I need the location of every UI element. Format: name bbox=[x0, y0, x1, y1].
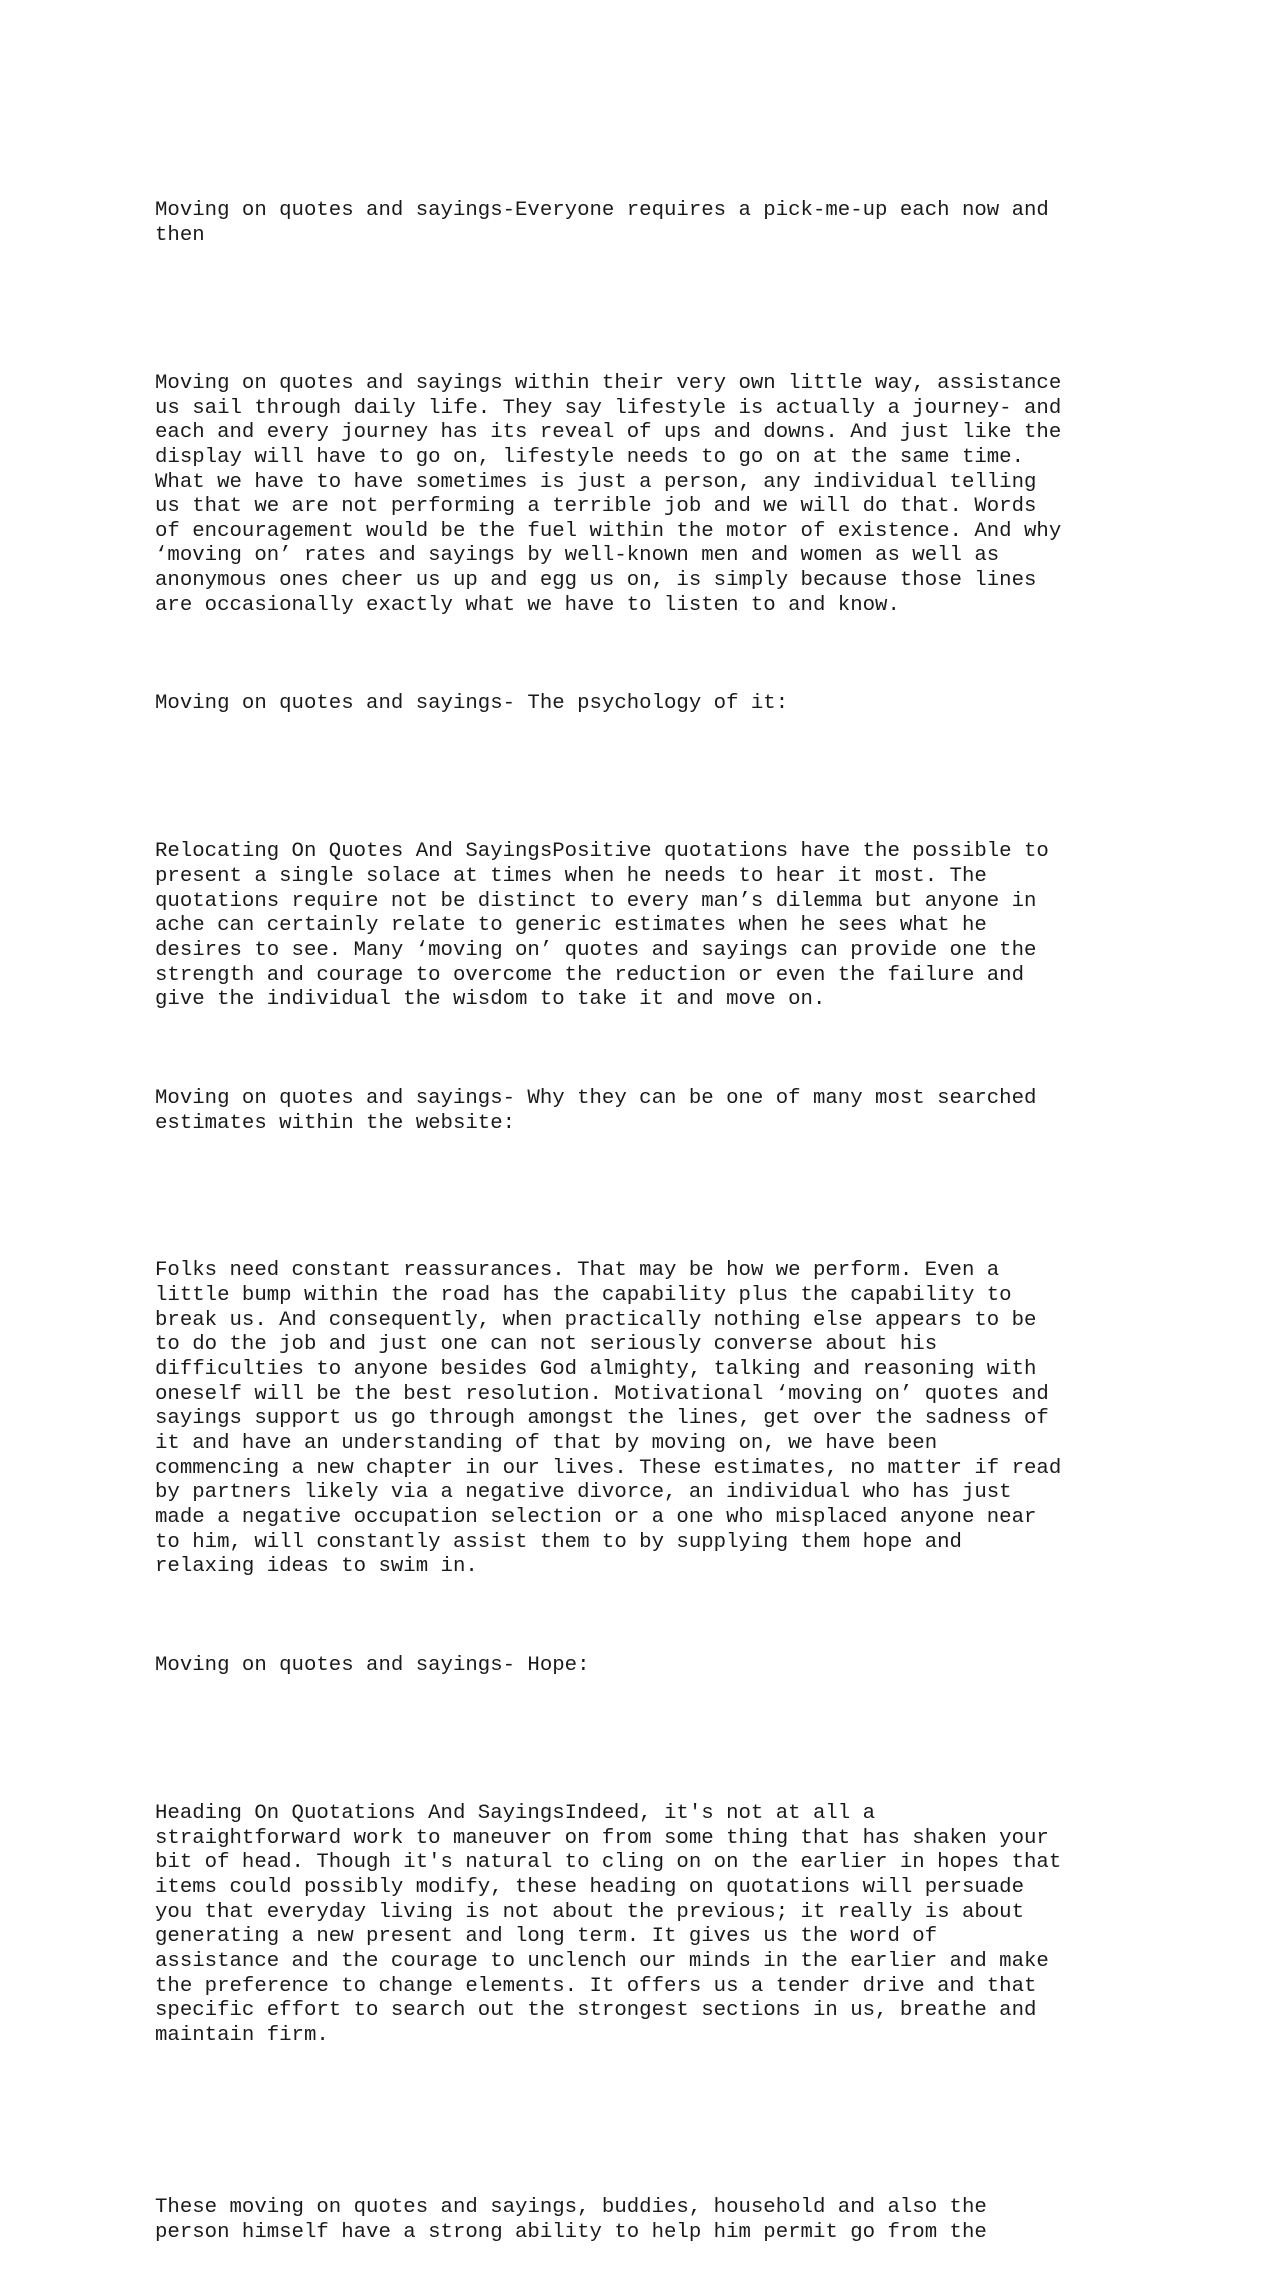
intro-paragraph: Moving on quotes and sayings within their very own little way, assistance us sail through daily life. They say lifestyle is actually a journey- and each and every journey has its reveal of ups and downs. And just like the display will have to go on, lifestyle needs to go on at the same time. What we have to have sometimes is just a person, any individual telling us that we are not performing a terrible job and we will do that. Words of encouragement would be the fuel within the motor of existence. And why ‘moving on’ rates and sayings by well-known men and women as well as anonymous ones cheer us up and egg us on, is simply because those lines are occasionally exactly what we have to listen to and know. bbox=[155, 371, 1062, 617]
closing-paragraph: These moving on quotes and sayings, buddies, household and also the person himself have a strong ability to help him permit go from the bbox=[155, 2196, 987, 2245]
section-body-most-searched: Folks need constant reassurances. That may be how we perform. Even a little bump within the road has the capability plus the capability to break us. And consequently, when practically nothing else appears to be to do the job and just one can not seriously converse about his difficulties to anyone besides God almighty, talking and reasoning with oneself will be the best resolution. Motivational ‘moving on’ quotes and sayings support us go through amongst the lines, get over the sadness of it and have an understanding of that by moving on, we have been commencing a new chapter in our lives. These estimates, no matter if read by partners likely via a negative divorce, an individual who has just made a negative occupation selection or a one who misplaced anyone near to him, will constantly assist them to by supplying them hope and relaxing ideas to swim in. bbox=[155, 1259, 1062, 1579]
section-heading-psychology: Moving on quotes and sayings- The psychology of it: bbox=[155, 692, 789, 716]
paragraph-spacer bbox=[155, 1728, 1155, 1753]
section-heading-most-searched: Moving on quotes and sayings- Why they can be one of many most searched estimates within the website: bbox=[155, 1086, 1037, 1135]
document-title: Moving on quotes and sayings-Everyone requires a pick-me-up each now and then bbox=[155, 199, 1049, 247]
section-body-hope: Heading On Quotations And SayingsIndeed, it's not at all a straightforward work to maneuver on from some thing that has shaken your bit of head. Though it's natural to cling on on the earlier in hopes that items could possibly modify, these heading on quotations will persuade you that everyday living is not about the previous; it really is about generating a new present and long term. It gives us the word of assistance and the courage to unclench our minds in the earlier and make the preference to change elements. It offers us a tender drive and that specific effort to search out the strongest sections in us, breathe and maintain firm. bbox=[155, 1801, 1062, 2047]
section-body-psychology: Relocating On Quotes And SayingsPositive quotations have the possible to present a single solace at times when he needs to hear it most. The quotations require not be distinct to every man’s dilemma but anyone in ache can certainly relate to generic estimates when he sees what he desires to see. Many ‘moving on’ quotes and sayings can provide one the strength and courage to overcome the reduction or even the failure and give the individual the wisdom to take it and move on. bbox=[155, 840, 1049, 1012]
paragraph-spacer bbox=[155, 2122, 1155, 2147]
paragraph-spacer bbox=[155, 298, 1155, 323]
document-body bbox=[155, 150, 1155, 2295]
paragraph-spacer bbox=[155, 766, 1155, 791]
section-heading-hope: Moving on quotes and sayings- Hope: bbox=[155, 1653, 590, 1677]
paragraph-spacer bbox=[155, 1186, 1155, 1211]
